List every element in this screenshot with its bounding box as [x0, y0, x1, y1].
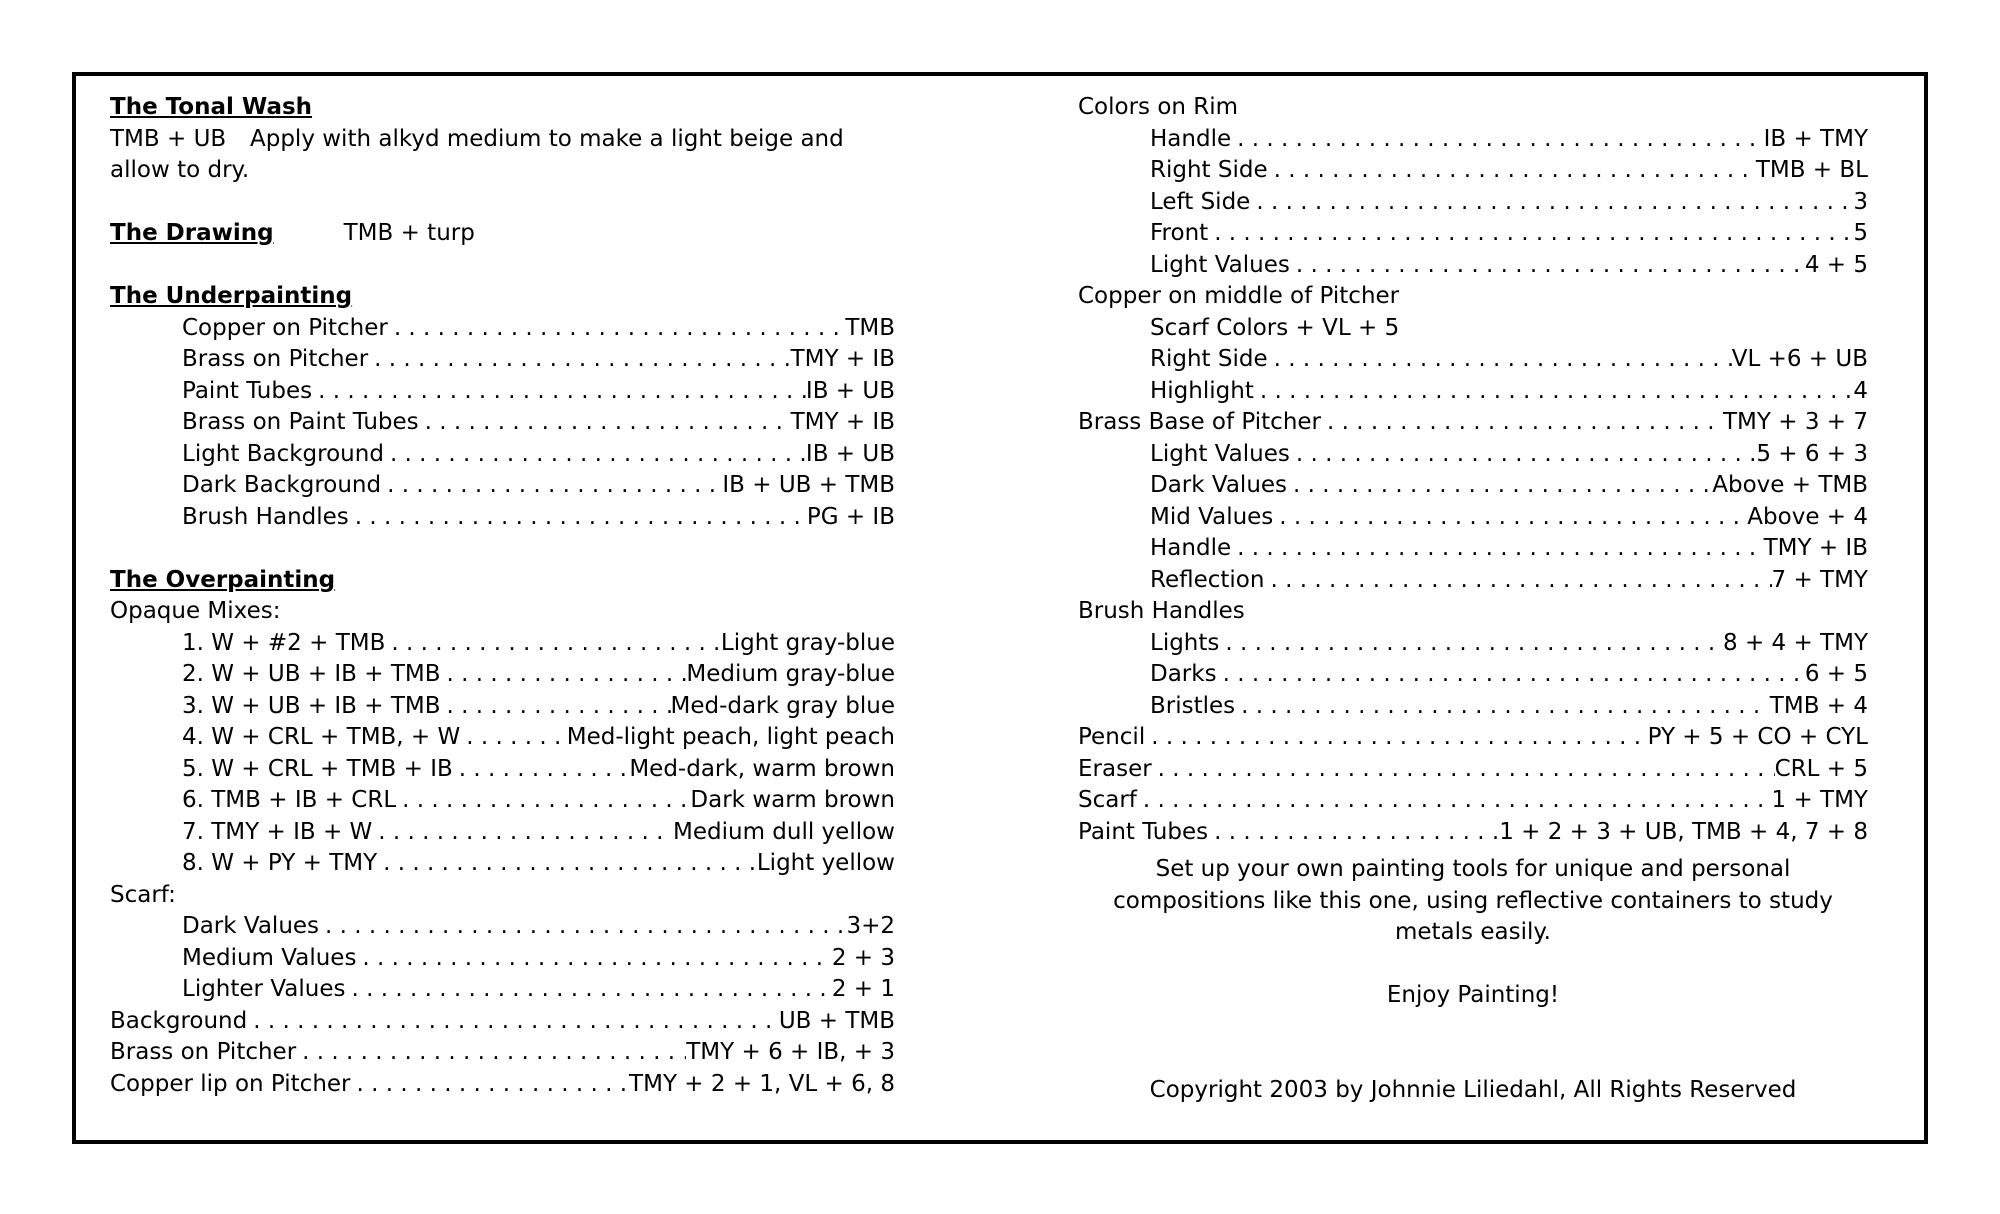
list-item: 3. W + UB + IB + TMB . . . Med-dark gray blue [110, 691, 895, 723]
copyright-text: Copyright 2003 by Johnnie Liliedahl, All Rights Reserved [1149, 1076, 1797, 1103]
list-item: Brass on Paint Tubes . . . TMY + IB [110, 407, 895, 439]
list-item: Dark Values . . . 3+2 [110, 911, 895, 943]
list-item: 7. TMY + IB + W . . . Medium dull yellow [110, 817, 895, 849]
list-item: 2. W + UB + IB + TMB . . . Medium gray-blue [110, 659, 895, 691]
list-item: Dark Background . . . IB + UB + TMB [110, 470, 895, 502]
list-item: Light Values . . . 5 + 6 + 3 [1078, 439, 1868, 471]
drawing-heading: The Drawing [110, 220, 274, 246]
opaque-mixes-label: Opaque Mixes: [110, 598, 281, 624]
scarf-label: Scarf: [110, 881, 176, 908]
list-item: Handle . . . IB + TMY [1078, 124, 1868, 156]
list-item: Bristles . . . TMB + 4 [1078, 691, 1868, 723]
list-item: Pencil . . . PY + 5 + CO + CYL [1078, 722, 1868, 754]
tonal-wash-heading: The Tonal Wash [110, 94, 313, 120]
list-item: Reflection . . . 7 + TMY [1078, 565, 1868, 597]
list-item: Light Values . . . 4 + 5 [1078, 250, 1868, 282]
list-item: 8. W + PY + TMY . . . Light yellow [110, 848, 895, 880]
list-item: Dark Values . . . Above + TMB [1078, 470, 1868, 502]
overpainting-heading: The Overpainting [110, 566, 336, 593]
list-item: Paint Tubes . . . 1 + 2 + 3 + UB, TMB + 4, 7 + 8 [1078, 817, 1868, 849]
list-item: Light Background . . . IB + UB [110, 439, 895, 471]
scarf-colors-line: Scarf Colors + VL + 5 [1150, 314, 1400, 341]
opaque-mixes-list [110, 628, 895, 880]
list-item: Lighter Values . . . 2 + 1 [110, 974, 895, 1006]
list-item: 4. W + CRL + TMB, + W . . . Med-light peach, light peach [110, 722, 895, 754]
underpainting-heading: The Underpainting [110, 283, 353, 309]
brush-handles-label: Brush Handles [1078, 598, 1245, 624]
list-item: Brass on Pitcher . . . TMY + IB [110, 344, 895, 376]
list-item: Copper lip on Pitcher . . . TMY + 2 + 1, VL + 6, 8 [110, 1069, 895, 1101]
list-item: 6. TMB + IB + CRL . . . Dark warm brown [110, 785, 895, 817]
list-item: Lights . . . 8 + 4 + TMY [1078, 628, 1868, 660]
overpainting-tail-list [110, 1006, 895, 1101]
list-item: Right Side . . . VL +6 + UB [1078, 344, 1868, 376]
enjoy-text: Enjoy Painting! [1386, 982, 1560, 1008]
scarf-list [110, 911, 895, 1006]
list-item: Medium Values . . . 2 + 3 [110, 943, 895, 975]
list-item: Eraser . . . CRL + 5 [1078, 754, 1868, 786]
left-column [110, 92, 895, 1100]
list-item: Brush Handles . . . PG + IB [110, 502, 895, 534]
copper-middle-label: Copper on middle of Pitcher [1078, 283, 1400, 309]
tonal-wash-code: TMB + UB [110, 125, 227, 152]
list-item: Highlight . . . 4 [1078, 376, 1868, 408]
list-item: 1. W + #2 + TMB . . . Light gray-blue [110, 628, 895, 660]
list-item: Copper on Pitcher . . . TMB [110, 313, 895, 345]
list-item: 5. W + CRL + TMB + IB . . . Med-dark, warm brown [110, 754, 895, 786]
list-item: Right Side . . . TMB + BL [1078, 155, 1868, 187]
closing-note: Set up your own painting tools for unique and personal compositions like this one, using reflective containers to study metals easily. [1113, 856, 1833, 945]
list-item: Mid Values . . . Above + 4 [1078, 502, 1868, 534]
brass-base-line: Brass Base of Pitcher . . . TMY + 3 + 7 [1078, 407, 1868, 439]
drawing-code: TMB + turp [343, 220, 475, 246]
list-item: Brass on Pitcher . . . TMY + 6 + IB, + 3 [110, 1037, 895, 1069]
list-item: Handle . . . TMY + IB [1078, 533, 1868, 565]
tonal-wash-instructions [110, 124, 895, 187]
underpainting-list [110, 313, 895, 534]
right-column [1078, 92, 1868, 1106]
list-item: Left Side . . . 3 [1078, 187, 1868, 219]
list-item: Scarf . . . 1 + TMY [1078, 785, 1868, 817]
list-item: Front . . . 5 [1078, 218, 1868, 250]
rim-label: Colors on Rim [1078, 94, 1239, 120]
list-item: Darks . . . 6 + 5 [1078, 659, 1868, 691]
drawing-line [110, 218, 895, 250]
list-item: Paint Tubes . . . IB + UB [110, 376, 895, 408]
list-item: Background . . . UB + TMB [110, 1006, 895, 1038]
tonal-wash-text: Apply with alkyd medium to make a light beige and allow to dry. [110, 125, 844, 183]
